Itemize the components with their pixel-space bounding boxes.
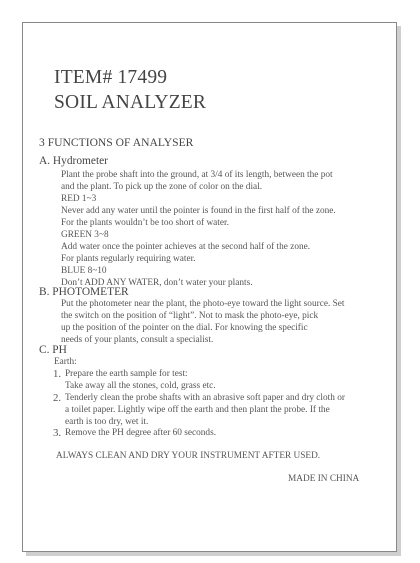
photometer-heading: B. PHOTOMETER (39, 286, 129, 298)
hydrometer-line: Never add any water until the pointer is found in the first half of the zone. (61, 206, 336, 216)
hydrometer-line: Don’t ADD ANY WATER, don’t water your plants. (61, 278, 253, 288)
origin-label: MADE IN CHINA (288, 474, 360, 484)
hydrometer-line: Add water once the pointer achieves at the second half of the zone. (61, 242, 311, 252)
ph-step-number: 3. (53, 427, 62, 439)
product-title: SOIL ANALYZER (54, 92, 207, 113)
ph-step-number: 2. (53, 392, 62, 404)
ph-step-line: a toilet paper. Lightly wipe off the earth and then plant the probe. If the (65, 405, 330, 415)
hydrometer-red-label: RED 1~3 (61, 194, 97, 204)
ph-step-number: 1. (53, 368, 62, 380)
hydrometer-line: Plant the probe shaft into the ground, at 3/4 of its length, between the pot (61, 170, 333, 180)
hydrometer-blue-label: BLUE 8~10 (61, 266, 107, 276)
functions-title: 3 FUNCTIONS OF ANALYSER (39, 136, 194, 149)
care-notice: ALWAYS CLEAN AND DRY YOUR INSTRUMENT AFTER USED. (56, 451, 321, 461)
photometer-line: Put the photometer near the plant, the photo-eye toward the light source. Set (61, 299, 345, 309)
ph-step-line: Remove the PH degree after 60 seconds. (65, 428, 217, 438)
photometer-line: needs of your plants, consult a specialist. (61, 335, 214, 345)
ph-step-line: Tenderly clean the probe shafts with an abrasive soft paper and dry cloth or (65, 393, 345, 403)
hydrometer-green-label: GREEN 3~8 (61, 230, 109, 240)
hydrometer-heading: A. Hydrometer (39, 155, 108, 167)
hydrometer-line: For the plants wouldn’t be too short of water. (61, 218, 229, 228)
photometer-line: the switch on the position of “light”. Not to mask the photo-eye, pick (61, 311, 319, 321)
item-number: ITEM# 17499 (54, 67, 168, 88)
instruction-card (22, 22, 397, 552)
ph-step-line: Prepare the earth sample for test: (65, 369, 188, 379)
hydrometer-line: For plants regularly requiring water. (61, 254, 196, 264)
hydrometer-line: and the plant. To pick up the zone of color on the dial. (61, 182, 263, 192)
ph-step-line: Take away all the stones, cold, grass etc. (65, 381, 216, 391)
ph-earth-label: Earth: (54, 357, 77, 367)
ph-step-line: earth is too dry, wet it. (65, 417, 149, 427)
ph-heading: C. PH (39, 344, 67, 356)
photometer-line: up the position of the pointer on the dial. For knowing the specific (61, 323, 308, 333)
